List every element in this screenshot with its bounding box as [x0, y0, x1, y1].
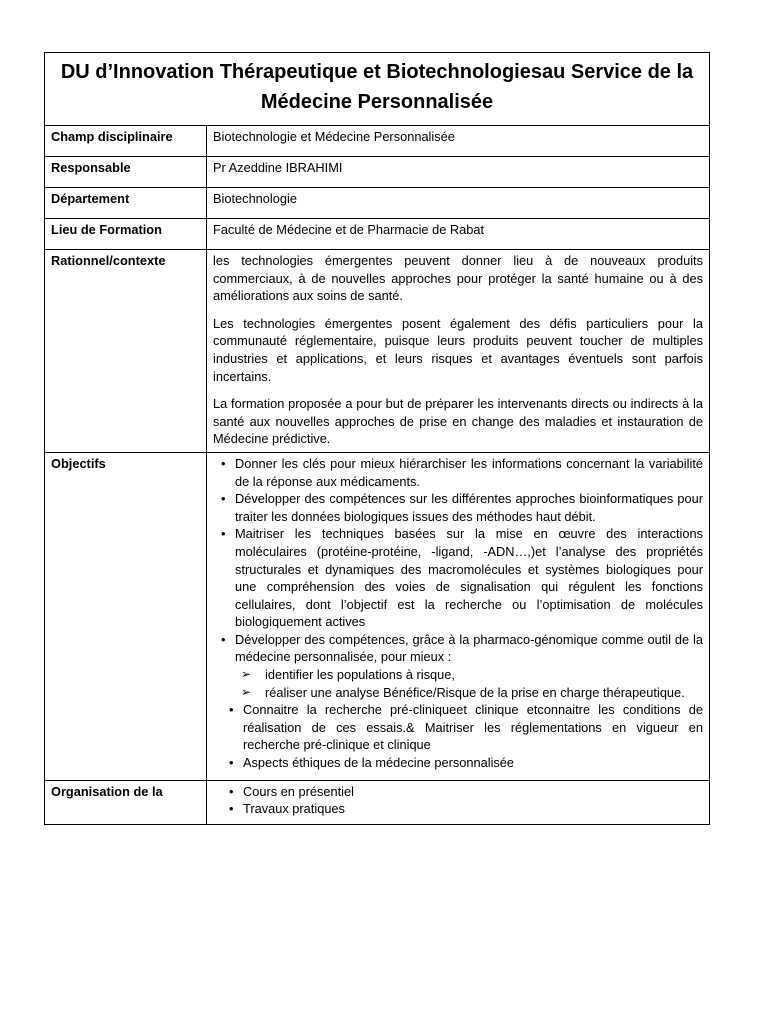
row-rationnel-contexte [45, 250, 709, 453]
row-departement [45, 188, 709, 219]
row-label: Responsable [45, 157, 207, 187]
objectives-list [213, 455, 703, 666]
sub-list-item: ➢ réaliser une analyse Bénéfice/Risque de la prise en charge thérapeutique. [241, 684, 703, 702]
row-label: Champ disciplinaire [45, 126, 207, 156]
row-label: Département [45, 188, 207, 218]
row-value: Biotechnologie [213, 191, 297, 206]
row-label: Lieu de Formation [45, 219, 207, 249]
list-item: • Donner les clés pour mieux hiérarchiser les informations concernant la variabilité de la réponse aux médicaments. [219, 455, 703, 490]
row-value [207, 250, 709, 452]
objectives-sublist [213, 666, 703, 701]
row-label: Objectifs [45, 453, 207, 780]
objectives-list-continued [213, 701, 703, 771]
row-value: Pr Azeddine IBRAHIMI [213, 160, 343, 175]
list-item: • Connaitre la recherche pré-cliniqueet clinique etconnaitre les conditions de réalisation de ces essais.& Maitriser les réglementations en vigueur en recherche pré-clinique et clinique [219, 701, 703, 754]
list-item: • Développer des compétences, grâce à la pharmaco-génomique comme outil de la médecine personnalisée, pour mieux : [219, 631, 703, 666]
row-value [207, 453, 709, 780]
list-item: • Cours en présentiel [219, 783, 703, 801]
list-item: • Maitriser les techniques basées sur la mise en œuvre des interactions moléculaires (protéine-protéine, -ligand, -ADN…,)et l’analyse des propriétés structurales et dynamiques des macromolécules et systèmes biologiques pour une compréhension des voies de signalisation qui régulent les fonctions cellulaires, dont l’objectif est la recherche ou l’optimisation de molécules biologiquement actives [219, 525, 703, 631]
paragraph: les technologies émergentes peuvent donner lieu à de nouveaux produits commerciaux, à de nouvelles approches pour protéger la santé humaine ou à des améliorations aux soins de santé. [213, 253, 703, 304]
row-value: Biotechnologie et Médecine Personnalisée [213, 129, 455, 144]
program-table [44, 52, 710, 825]
row-responsable [45, 157, 709, 188]
row-value: Faculté de Médecine et de Pharmacie de Rabat [213, 222, 485, 237]
sub-list-item: ➢ identifier les populations à risque, [241, 666, 703, 684]
row-champ-disciplinaire [45, 126, 709, 157]
organisation-list [213, 783, 703, 818]
document-title: DU d’Innovation Thérapeutique et Biotechnologiesau Service de la Médecine Personnalisée [45, 53, 709, 126]
row-label: Rationnel/contexte [45, 250, 207, 452]
list-item: • Développer des compétences sur les différentes approches bioinformatiques pour traiter les données biologiques issues des méthodes haut débit. [219, 490, 703, 525]
list-item: • Travaux pratiques [219, 800, 703, 818]
row-organisation [45, 781, 709, 824]
row-objectifs [45, 453, 709, 781]
paragraph: La formation proposée a pour but de préparer les intervenants directs ou indirects à la santé aux nouvelles approches de prise en change des maladies et instauration de Médecine prédictive. [213, 396, 703, 447]
paragraph: Les technologies émergentes posent également des défis particuliers pour la communauté réglementaire, puisque leurs produits peuvent toucher de multiples industries et applications, et leurs risques et avantages éventuels sont parfois incertains. [213, 315, 703, 384]
row-value [207, 781, 709, 824]
row-lieu-formation [45, 219, 709, 250]
row-label: Organisation de la [45, 781, 207, 824]
list-item: • Aspects éthiques de la médecine personnalisée [219, 754, 703, 772]
